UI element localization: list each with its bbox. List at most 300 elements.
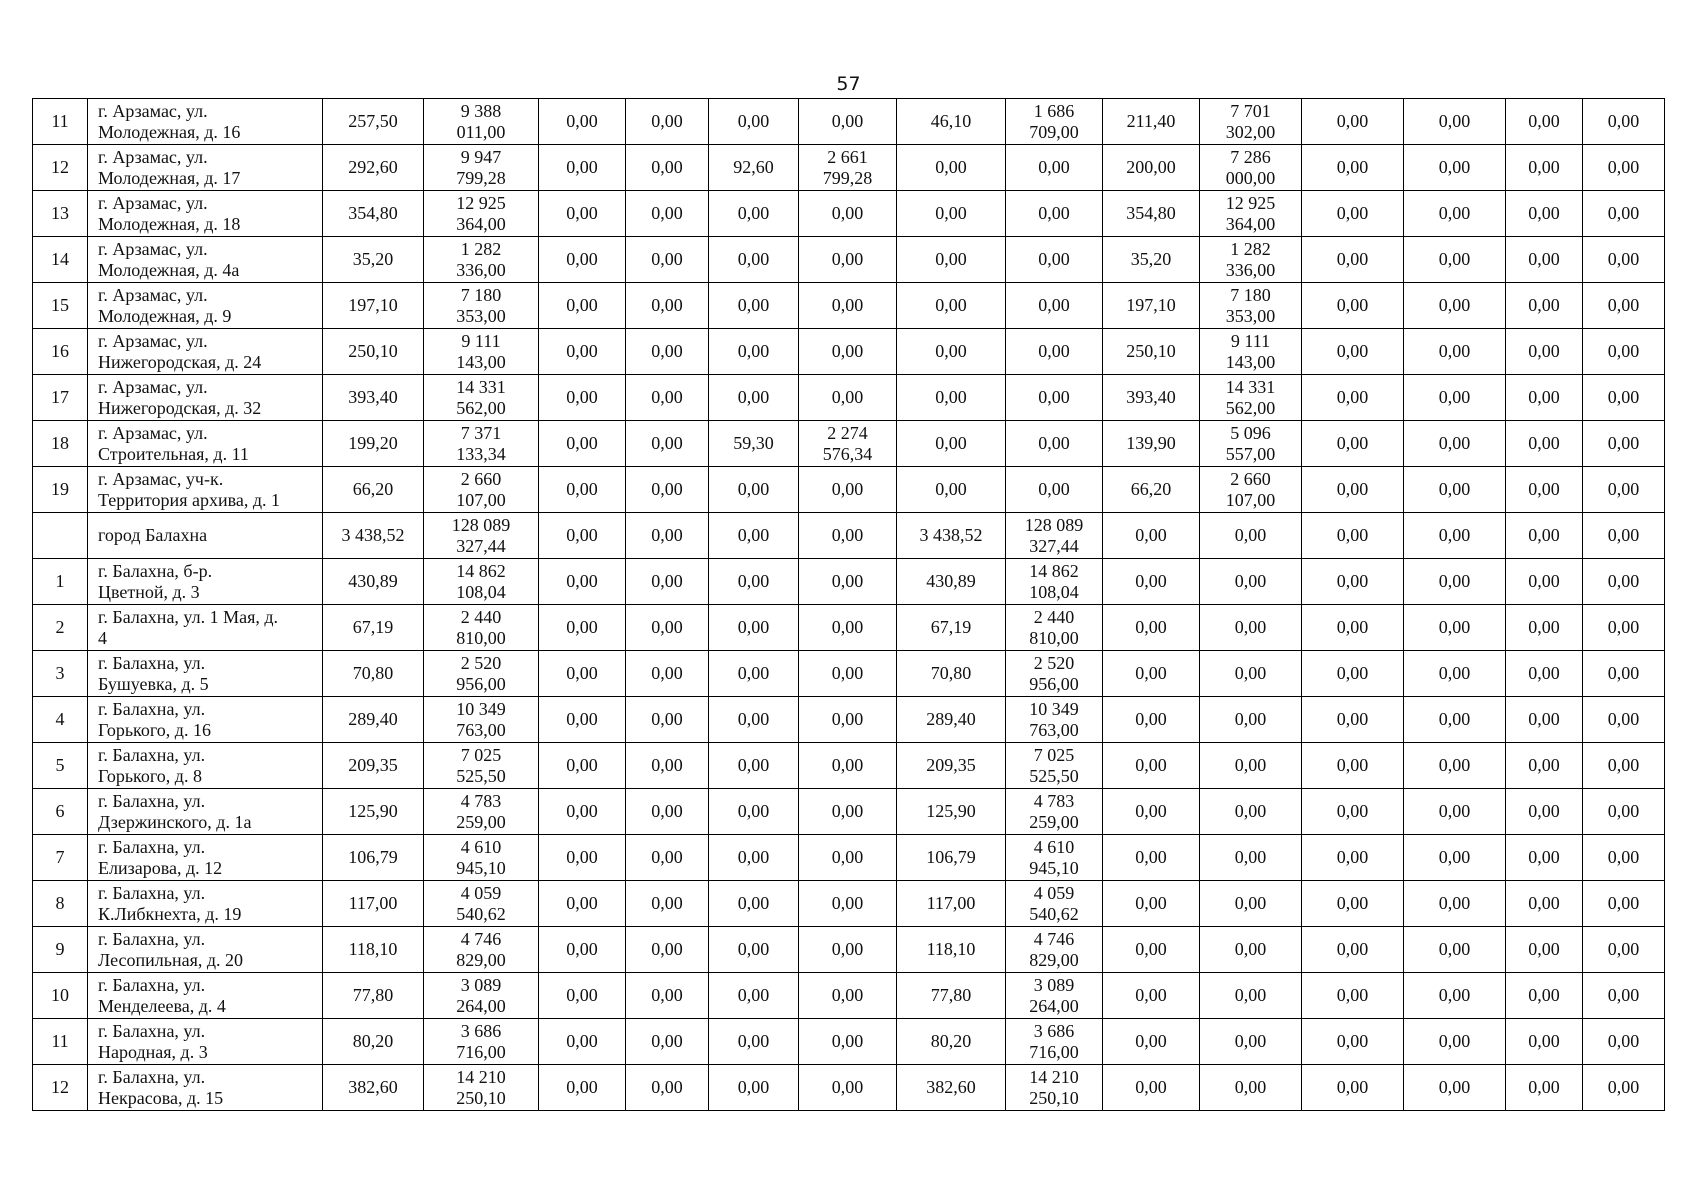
value-cell-c3 xyxy=(539,145,626,191)
cell-line: 14 331 xyxy=(456,376,506,397)
value-cell-c14 xyxy=(1583,237,1665,283)
cell-line: Менделеева, д. 4 xyxy=(98,995,226,1016)
value-cell-c13 xyxy=(1506,743,1583,789)
cell-line: 0,00 xyxy=(1234,571,1267,591)
cell-line: Нижегородская, д. 24 xyxy=(98,351,262,372)
cell-line: 0,00 xyxy=(566,939,598,959)
value-cell-c10 xyxy=(1200,697,1302,743)
value-cell-c5 xyxy=(709,835,799,881)
value-cell-c11 xyxy=(1302,145,1404,191)
value-cell-c4 xyxy=(626,513,709,559)
cell-line: 0,00 xyxy=(1038,387,1070,407)
value-cell-c11 xyxy=(1302,513,1404,559)
cell-line: 0,00 xyxy=(1234,1031,1267,1051)
cell-line: 302,00 xyxy=(1225,121,1276,142)
value-cell-c8 xyxy=(1006,191,1103,237)
row-number-cell: 18 xyxy=(33,421,88,467)
value-cell-c11 xyxy=(1302,697,1404,743)
table-row xyxy=(33,467,1665,513)
value-cell-c10 xyxy=(1200,973,1302,1019)
address-cell xyxy=(88,283,323,329)
cell-line: г. Балахна, ул. xyxy=(98,836,206,857)
cell-line: 0,00 xyxy=(566,387,598,407)
value-cell-c9 xyxy=(1103,835,1200,881)
cell-line: 12 925 xyxy=(456,192,506,213)
cell-line: г. Балахна, ул. xyxy=(98,974,206,995)
cell-line: 0,00 xyxy=(1234,663,1267,683)
cell-line: 0,00 xyxy=(831,985,864,1005)
value-cell-c9 xyxy=(1103,651,1200,697)
cell-line: 0,00 xyxy=(651,939,683,959)
value-cell-c11 xyxy=(1302,237,1404,283)
value-cell-c7 xyxy=(897,697,1006,743)
value-cell-c4 xyxy=(626,559,709,605)
cell-line: 0,00 xyxy=(1234,939,1267,959)
cell-line: 0,00 xyxy=(1607,111,1640,131)
cell-line: 9 388 xyxy=(460,100,502,121)
cell-line: 0,00 xyxy=(1135,1031,1167,1051)
value-cell-c3 xyxy=(539,651,626,697)
cell-line: 0,00 xyxy=(831,295,864,315)
value-cell-c14 xyxy=(1583,99,1665,145)
value-cell-c12 xyxy=(1404,99,1506,145)
value-cell-c2 xyxy=(424,651,539,697)
value-cell-c2 xyxy=(424,467,539,513)
value-cell-c9 xyxy=(1103,881,1200,927)
cell-line: 133,34 xyxy=(456,443,506,464)
cell-line: 393,40 xyxy=(1126,387,1176,407)
value-cell-c6 xyxy=(799,1065,897,1111)
cell-line: 0,00 xyxy=(566,709,598,729)
cell-line: 80,20 xyxy=(930,1031,972,1051)
address-cell xyxy=(88,605,323,651)
cell-line: 0,00 xyxy=(1438,847,1471,867)
value-cell-c6 xyxy=(799,191,897,237)
cell-line: 956,00 xyxy=(1029,673,1079,694)
value-cell-c6 xyxy=(799,743,897,789)
value-cell-c12 xyxy=(1404,513,1506,559)
cell-line: 0,00 xyxy=(737,479,770,499)
value-cell-c8 xyxy=(1006,835,1103,881)
value-cell-c2 xyxy=(424,513,539,559)
value-cell-c7 xyxy=(897,283,1006,329)
cell-line: 0,00 xyxy=(1528,1077,1560,1097)
row-number-cell: 9 xyxy=(33,927,88,973)
cell-line: 0,00 xyxy=(651,847,683,867)
cell-line: Цветной, д. 3 xyxy=(98,581,200,602)
value-cell-c3 xyxy=(539,513,626,559)
address-cell xyxy=(88,1019,323,1065)
cell-line: 0,00 xyxy=(737,1031,770,1051)
value-cell-c10 xyxy=(1200,145,1302,191)
value-cell-c8 xyxy=(1006,697,1103,743)
cell-line: г. Арзамас, ул. xyxy=(98,238,208,259)
cell-line: г. Балахна, ул. xyxy=(98,744,206,765)
cell-line: 0,00 xyxy=(1336,203,1369,223)
cell-line: 0,00 xyxy=(1607,801,1640,821)
value-cell-c14 xyxy=(1583,835,1665,881)
cell-line: 0,00 xyxy=(566,295,598,315)
value-cell-c4 xyxy=(626,467,709,513)
cell-line: 0,00 xyxy=(935,157,967,177)
cell-line: 562,00 xyxy=(456,397,506,418)
value-cell-c6 xyxy=(799,835,897,881)
value-cell-c9 xyxy=(1103,467,1200,513)
cell-line: 829,00 xyxy=(1029,949,1079,970)
value-cell-c14 xyxy=(1583,329,1665,375)
cell-line: 0,00 xyxy=(566,1031,598,1051)
cell-line: 9 111 xyxy=(461,330,501,351)
cell-line: 525,50 xyxy=(1029,765,1079,786)
cell-line: 14 210 xyxy=(456,1066,506,1087)
cell-line: 14 331 xyxy=(1225,376,1276,397)
value-cell-c5 xyxy=(709,329,799,375)
cell-line: 7 180 xyxy=(460,284,502,305)
cell-line: 716,00 xyxy=(456,1041,506,1062)
cell-line: 7 701 xyxy=(1230,100,1271,121)
value-cell-c9 xyxy=(1103,1019,1200,1065)
cell-line: 106,79 xyxy=(926,847,976,867)
cell-line: Территория архива, д. 1 xyxy=(98,489,281,510)
cell-line: 956,00 xyxy=(456,673,506,694)
value-cell-c9 xyxy=(1103,99,1200,145)
cell-line: 0,00 xyxy=(566,571,598,591)
value-cell-c7 xyxy=(897,191,1006,237)
value-cell-c12 xyxy=(1404,789,1506,835)
value-cell-c11 xyxy=(1302,973,1404,1019)
value-cell-c10 xyxy=(1200,927,1302,973)
cell-line: Народная, д. 3 xyxy=(98,1041,208,1062)
cell-line: 0,00 xyxy=(831,479,864,499)
cell-line: 0,00 xyxy=(737,249,770,269)
cell-line: 3 089 xyxy=(1033,974,1075,995)
row-number-cell: 19 xyxy=(33,467,88,513)
address-cell xyxy=(88,145,323,191)
cell-line: 4 610 xyxy=(1033,836,1075,857)
cell-line: 0,00 xyxy=(651,111,683,131)
value-cell-c9 xyxy=(1103,927,1200,973)
address-cell xyxy=(88,99,323,145)
value-cell-c7 xyxy=(897,99,1006,145)
value-cell-c2 xyxy=(424,237,539,283)
cell-line: Елизарова, д. 12 xyxy=(98,857,223,878)
value-cell-c12 xyxy=(1404,559,1506,605)
cell-line: 0,00 xyxy=(1438,249,1471,269)
cell-line: г. Балахна, ул. xyxy=(98,1020,206,1041)
cell-line: 2 520 xyxy=(1033,652,1075,673)
cell-line: 0,00 xyxy=(1234,617,1267,637)
row-number-cell: 14 xyxy=(33,237,88,283)
cell-line: 4 783 xyxy=(460,790,502,811)
cell-line: 0,00 xyxy=(1607,617,1640,637)
cell-line: 2 274 xyxy=(827,422,868,443)
value-cell-c5 xyxy=(709,559,799,605)
value-cell-c10 xyxy=(1200,329,1302,375)
value-cell-c13 xyxy=(1506,651,1583,697)
cell-line: 4 746 xyxy=(1033,928,1075,949)
cell-line: 0,00 xyxy=(566,893,598,913)
value-cell-c11 xyxy=(1302,881,1404,927)
value-cell-c10 xyxy=(1200,513,1302,559)
value-cell-c8 xyxy=(1006,1019,1103,1065)
cell-line: 14 862 xyxy=(456,560,506,581)
cell-line: 0,00 xyxy=(1336,157,1369,177)
cell-line: 0,00 xyxy=(1336,801,1369,821)
value-cell-c5 xyxy=(709,651,799,697)
cell-line: 4 783 xyxy=(1033,790,1075,811)
row-number-cell: 17 xyxy=(33,375,88,421)
cell-line: 0,00 xyxy=(1438,893,1471,913)
cell-line: 0,00 xyxy=(935,203,967,223)
value-cell-c11 xyxy=(1302,651,1404,697)
cell-line: 0,00 xyxy=(1607,755,1640,775)
value-cell-c6 xyxy=(799,559,897,605)
cell-line: г. Арзамас, ул. xyxy=(98,284,208,305)
cell-line: г. Арзамас, ул. xyxy=(98,192,208,213)
value-cell-c6 xyxy=(799,605,897,651)
cell-line: 0,00 xyxy=(1336,433,1369,453)
value-cell-c3 xyxy=(539,99,626,145)
row-number-cell: 11 xyxy=(33,1019,88,1065)
cell-line: 250,10 xyxy=(456,1087,506,1108)
value-cell-c5 xyxy=(709,973,799,1019)
cell-line: 117,00 xyxy=(926,893,976,913)
value-cell-c13 xyxy=(1506,973,1583,1019)
value-cell-c4 xyxy=(626,835,709,881)
cell-line: 0,00 xyxy=(737,111,770,131)
value-cell-c1 xyxy=(323,651,424,697)
value-cell-c13 xyxy=(1506,329,1583,375)
value-cell-c1 xyxy=(323,697,424,743)
value-cell-c13 xyxy=(1506,927,1583,973)
cell-line: Горького, д. 16 xyxy=(98,719,211,740)
cell-line: 0,00 xyxy=(1038,203,1070,223)
table-row xyxy=(33,559,1665,605)
cell-line: г. Арзамас, ул. xyxy=(98,330,208,351)
value-cell-c6 xyxy=(799,881,897,927)
value-cell-c9 xyxy=(1103,191,1200,237)
cell-line: 0,00 xyxy=(651,985,683,1005)
value-cell-c10 xyxy=(1200,237,1302,283)
row-number-cell: 15 xyxy=(33,283,88,329)
value-cell-c13 xyxy=(1506,559,1583,605)
value-cell-c12 xyxy=(1404,283,1506,329)
value-cell-c6 xyxy=(799,513,897,559)
value-cell-c4 xyxy=(626,99,709,145)
cell-line: 0,00 xyxy=(651,1077,683,1097)
cell-line: 576,34 xyxy=(822,443,873,464)
value-cell-c12 xyxy=(1404,927,1506,973)
value-cell-c6 xyxy=(799,1019,897,1065)
cell-line: 810,00 xyxy=(1029,627,1079,648)
cell-line: 0,00 xyxy=(1528,387,1560,407)
value-cell-c5 xyxy=(709,99,799,145)
cell-line: 557,00 xyxy=(1225,443,1276,464)
value-cell-c2 xyxy=(424,99,539,145)
value-cell-c3 xyxy=(539,283,626,329)
value-cell-c3 xyxy=(539,421,626,467)
value-cell-c5 xyxy=(709,605,799,651)
cell-line: г. Балахна, ул. xyxy=(98,652,206,673)
cell-line: 59,30 xyxy=(733,433,774,453)
value-cell-c11 xyxy=(1302,605,1404,651)
value-cell-c10 xyxy=(1200,99,1302,145)
cell-line: 0,00 xyxy=(1528,709,1560,729)
value-cell-c8 xyxy=(1006,1065,1103,1111)
value-cell-c14 xyxy=(1583,651,1665,697)
cell-line: 2 520 xyxy=(460,652,502,673)
value-cell-c1 xyxy=(323,191,424,237)
table-row xyxy=(33,651,1665,697)
value-cell-c5 xyxy=(709,513,799,559)
cell-line: 709,00 xyxy=(1029,121,1079,142)
cell-line: 0,00 xyxy=(1607,295,1640,315)
cell-line: 0,00 xyxy=(651,1031,683,1051)
value-cell-c14 xyxy=(1583,927,1665,973)
row-number-cell: 7 xyxy=(33,835,88,881)
cell-line: 327,44 xyxy=(456,535,506,556)
value-cell-c5 xyxy=(709,881,799,927)
value-cell-c4 xyxy=(626,191,709,237)
cell-line: 0,00 xyxy=(935,387,967,407)
cell-line: 0,00 xyxy=(1438,571,1471,591)
value-cell-c7 xyxy=(897,789,1006,835)
cell-line: 0,00 xyxy=(1607,893,1640,913)
value-cell-c12 xyxy=(1404,467,1506,513)
cell-line: 0,00 xyxy=(1135,801,1167,821)
value-cell-c1 xyxy=(323,789,424,835)
value-cell-c5 xyxy=(709,697,799,743)
value-cell-c7 xyxy=(897,467,1006,513)
value-cell-c11 xyxy=(1302,835,1404,881)
value-cell-c11 xyxy=(1302,191,1404,237)
cell-line: 0,00 xyxy=(1234,1077,1267,1097)
cell-line: 0,00 xyxy=(737,203,770,223)
value-cell-c1 xyxy=(323,927,424,973)
cell-line: 0,00 xyxy=(1528,525,1560,545)
address-cell xyxy=(88,973,323,1019)
value-cell-c9 xyxy=(1103,605,1200,651)
value-cell-c3 xyxy=(539,467,626,513)
value-cell-c8 xyxy=(1006,927,1103,973)
cell-line: 0,00 xyxy=(651,295,683,315)
cell-line: 0,00 xyxy=(1336,617,1369,637)
value-cell-c11 xyxy=(1302,559,1404,605)
cell-line: 125,90 xyxy=(926,801,976,821)
cell-line: 118,10 xyxy=(926,939,976,959)
value-cell-c11 xyxy=(1302,927,1404,973)
table-row xyxy=(33,421,1665,467)
value-cell-c4 xyxy=(626,605,709,651)
cell-line: 0,00 xyxy=(1438,387,1471,407)
cell-line: 0,00 xyxy=(831,847,864,867)
cell-line: Лесопильная, д. 20 xyxy=(98,949,244,970)
value-cell-c1 xyxy=(323,1065,424,1111)
table-row xyxy=(33,145,1665,191)
value-cell-c6 xyxy=(799,237,897,283)
value-cell-c12 xyxy=(1404,697,1506,743)
value-cell-c14 xyxy=(1583,1065,1665,1111)
cell-line: 0,00 xyxy=(831,1031,864,1051)
value-cell-c8 xyxy=(1006,375,1103,421)
cell-line: 0,00 xyxy=(737,571,770,591)
cell-line: 0,00 xyxy=(1438,755,1471,775)
cell-line: 0,00 xyxy=(1336,985,1369,1005)
page-number: 57 xyxy=(836,73,861,95)
value-cell-c10 xyxy=(1200,559,1302,605)
address-cell xyxy=(88,835,323,881)
cell-line: 0,00 xyxy=(1607,571,1640,591)
value-cell-c13 xyxy=(1506,789,1583,835)
cell-line: 4 xyxy=(98,627,107,648)
value-cell-c12 xyxy=(1404,375,1506,421)
cell-line: 0,00 xyxy=(1038,249,1070,269)
cell-line: 0,00 xyxy=(1607,479,1640,499)
cell-line: 0,00 xyxy=(1336,341,1369,361)
cell-line: 0,00 xyxy=(566,479,598,499)
value-cell-c11 xyxy=(1302,789,1404,835)
cell-line: 0,00 xyxy=(1038,295,1070,315)
cell-line: 393,40 xyxy=(348,387,398,407)
value-cell-c9 xyxy=(1103,743,1200,789)
value-cell-c13 xyxy=(1506,191,1583,237)
value-cell-c3 xyxy=(539,881,626,927)
value-cell-c5 xyxy=(709,927,799,973)
cell-line: 3 438,52 xyxy=(919,525,983,545)
cell-line: 0,00 xyxy=(1607,939,1640,959)
cell-line: 0,00 xyxy=(566,203,598,223)
value-cell-c8 xyxy=(1006,237,1103,283)
cell-line: 0,00 xyxy=(1438,709,1471,729)
cell-line: 70,80 xyxy=(352,663,394,683)
address-cell xyxy=(88,421,323,467)
cell-line: 0,00 xyxy=(1135,571,1167,591)
value-cell-c5 xyxy=(709,375,799,421)
value-cell-c10 xyxy=(1200,881,1302,927)
cell-line: 0,00 xyxy=(651,479,683,499)
cell-line: 4 610 xyxy=(460,836,502,857)
cell-line: 14 210 xyxy=(1029,1066,1079,1087)
cell-line: 9 947 xyxy=(460,146,502,167)
value-cell-c7 xyxy=(897,375,1006,421)
value-cell-c14 xyxy=(1583,789,1665,835)
cell-line: 46,10 xyxy=(930,111,972,131)
cell-line: 763,00 xyxy=(1029,719,1079,740)
cell-line: 0,00 xyxy=(737,801,770,821)
value-cell-c7 xyxy=(897,1019,1006,1065)
cell-line: 336,00 xyxy=(456,259,506,280)
table-row xyxy=(33,1065,1665,1111)
cell-line: 2 440 xyxy=(460,606,502,627)
value-cell-c5 xyxy=(709,191,799,237)
cell-line: 264,00 xyxy=(456,995,506,1016)
value-cell-c6 xyxy=(799,651,897,697)
cell-line: 0,00 xyxy=(1135,525,1167,545)
cell-line: 67,19 xyxy=(930,617,972,637)
cell-line: 0,00 xyxy=(651,571,683,591)
table-row xyxy=(33,927,1665,973)
cell-line: 257,50 xyxy=(348,111,398,131)
cell-line: 0,00 xyxy=(737,525,770,545)
address-cell xyxy=(88,651,323,697)
value-cell-c13 xyxy=(1506,1019,1583,1065)
row-number-cell: 1 xyxy=(33,559,88,605)
value-cell-c1 xyxy=(323,605,424,651)
value-cell-c14 xyxy=(1583,375,1665,421)
value-cell-c14 xyxy=(1583,145,1665,191)
cell-line: 0,00 xyxy=(737,893,770,913)
cell-line: 430,89 xyxy=(348,571,398,591)
